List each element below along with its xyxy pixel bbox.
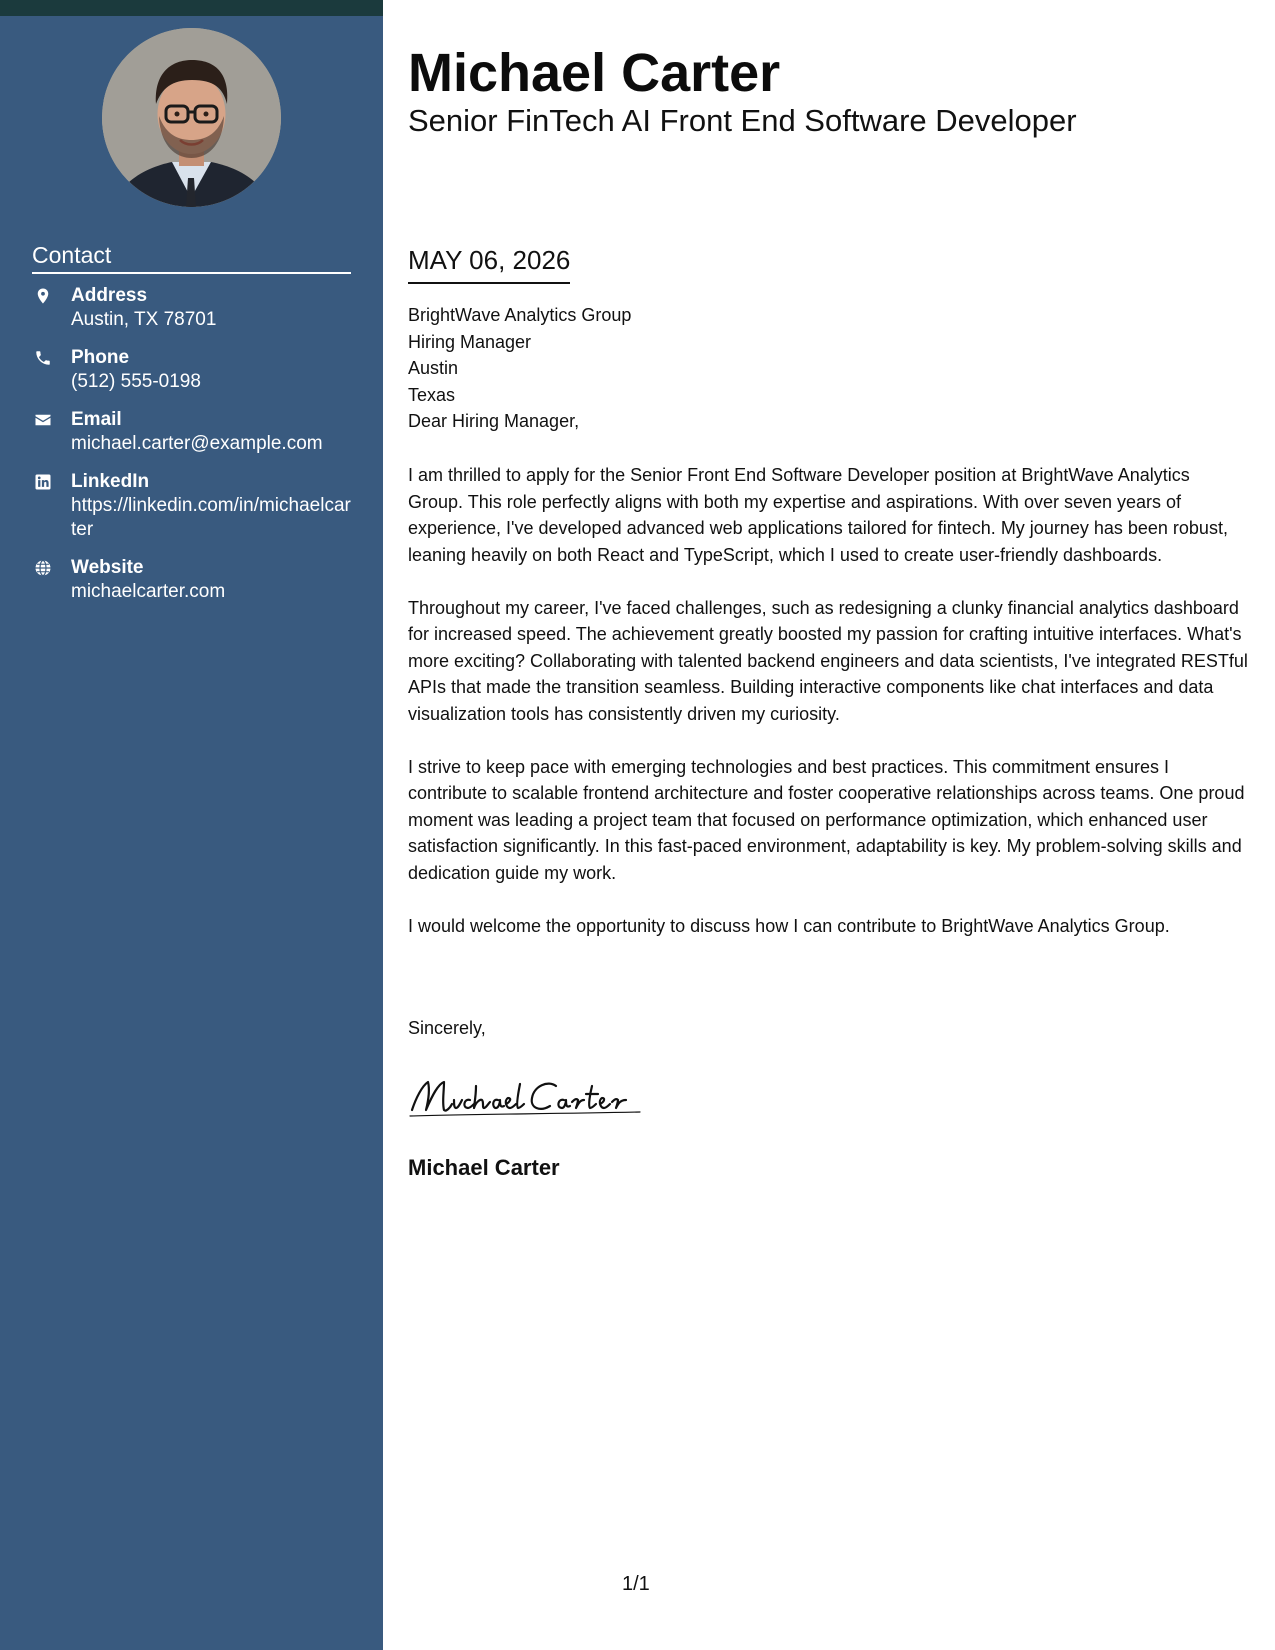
- profile-photo: [102, 28, 281, 207]
- contact-item-email: [32, 408, 352, 456]
- contact-label: Phone: [71, 347, 130, 368]
- contact-list: [32, 284, 352, 618]
- handwritten-signature: [408, 1072, 648, 1120]
- closing: Sincerely,: [408, 1018, 486, 1038]
- sidebar-top-bar: [0, 0, 383, 16]
- sidebar: [0, 0, 383, 1650]
- contact-label: Address: [71, 285, 148, 306]
- recipient-block: [408, 302, 631, 435]
- contact-value: Austin, TX 78701: [71, 309, 217, 330]
- letter-body: [408, 462, 1248, 966]
- contact-label: Email: [71, 409, 122, 430]
- contact-value[interactable]: https://linkedin.com/in/michaelcarter: [71, 495, 351, 540]
- globe-icon: [34, 559, 52, 577]
- contact-item-website: [32, 556, 352, 604]
- body-paragraph: I strive to keep pace with emerging technologies and best practices. This commitment ensures I contribute to scalable frontend architecture and foster cooperative relationships across teams. One proud moment was leading a project team that focused on performance optimization, which enhanced user satisfaction significantly. In this fast-paced environment, adaptability is key. My problem-solving skills and dedication guide my work.: [408, 756, 1245, 883]
- contact-item-linkedin: [32, 470, 352, 542]
- contact-label: LinkedIn: [71, 471, 150, 492]
- page-number: 1/1: [622, 1573, 650, 1595]
- location-pin-icon: [34, 287, 52, 305]
- signer-name: Michael Carter: [408, 1155, 560, 1180]
- letter-date: MAY 06, 2026: [408, 244, 570, 284]
- salutation: Dear Hiring Manager,: [408, 411, 580, 431]
- job-title: Senior FinTech AI Front End Software Developer: [408, 103, 1077, 138]
- recipient-city: Austin: [408, 358, 459, 378]
- contact-value[interactable]: michael.carter@example.com: [71, 433, 323, 454]
- recipient-role: Hiring Manager: [408, 331, 532, 352]
- recipient-company: BrightWave Analytics Group: [408, 305, 632, 325]
- body-paragraph: Throughout my career, I've faced challenges, such as redesigning a clunky financial analytics dashboard for increased speed. The achievement greatly boosted my passion for crafting intuitive interfaces. What's more exciting? Collaborating with talented backend engineers and data scientists, I've integrated RESTful APIs that made the transition seamless. Building interactive components like chat interfaces and data visualization tools has consistently driven my curiosity.: [408, 597, 1248, 724]
- contact-label: Website: [71, 557, 144, 578]
- phone-icon: [34, 349, 52, 367]
- contact-item-phone: [32, 346, 352, 394]
- applicant-name: Michael Carter: [408, 43, 781, 103]
- contact-heading: Contact: [32, 240, 351, 274]
- contact-item-address: [32, 284, 352, 332]
- body-paragraph: I am thrilled to apply for the Senior Front End Software Developer position at BrightWave Analytics Group. This role perfectly aligns with both my expertise and aspirations. With over seven years of experience, I've developed advanced web applications tailored for fintech. My journey has been robust, leaning heavily on both React and TypeScript, which I used to create user-friendly dashboards.: [408, 465, 1228, 565]
- body-paragraph: I would welcome the opportunity to discuss how I can contribute to BrightWave Analytics Group.: [408, 915, 1170, 936]
- envelope-icon: [34, 411, 52, 429]
- contact-value[interactable]: michaelcarter.com: [71, 581, 226, 602]
- contact-value: (512) 555-0198: [71, 371, 201, 392]
- recipient-state: Texas: [408, 384, 456, 405]
- linkedin-icon: [34, 473, 52, 491]
